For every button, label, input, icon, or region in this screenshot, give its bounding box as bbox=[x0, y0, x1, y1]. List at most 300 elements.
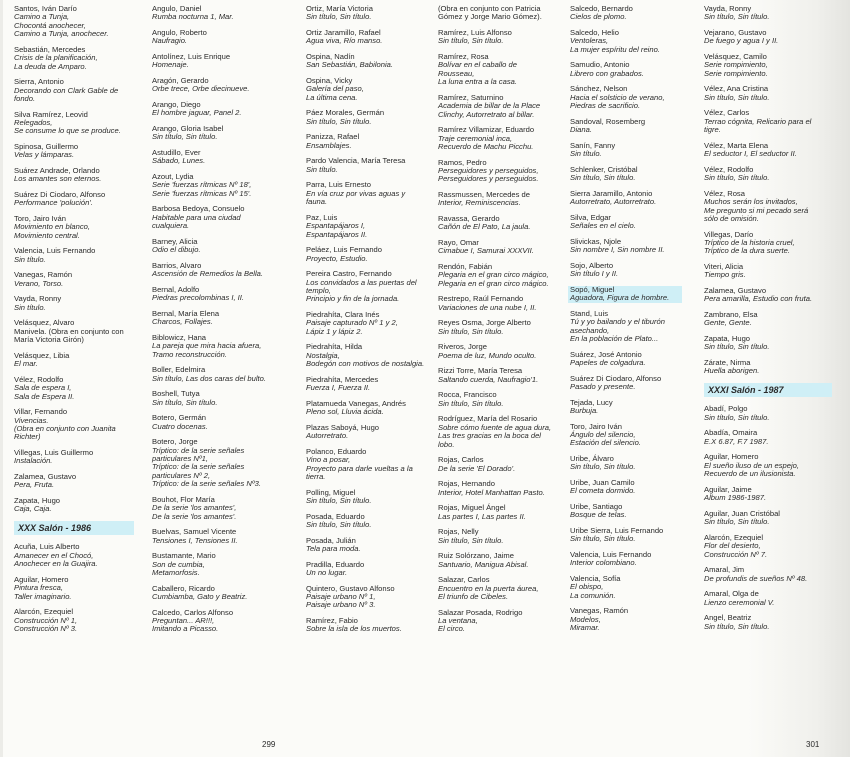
artist-entry bbox=[152, 310, 287, 327]
artist-name: Biblowicz, Hana bbox=[152, 332, 207, 342]
artwork-titles: Movimiento en blanco, Movimiento central. bbox=[14, 222, 90, 240]
artwork-titles: Ensamblajes. bbox=[306, 140, 352, 150]
artist-entry bbox=[152, 262, 287, 279]
page-number-right: 301 bbox=[806, 740, 820, 749]
artwork-titles: La pareja que mira hacia afuera, Tramo reconstrucción. bbox=[152, 341, 262, 359]
artist-entry bbox=[438, 295, 568, 312]
artist-entry bbox=[570, 5, 682, 22]
artist-name: Bustamante, Mario bbox=[152, 551, 216, 561]
artwork-titles: Charcos, Follajes. bbox=[152, 317, 213, 327]
artwork-titles: Variaciones de una nube I, II. bbox=[438, 302, 537, 312]
artist-entry bbox=[152, 53, 287, 70]
artwork-titles: Sin título. bbox=[306, 164, 338, 174]
artist-name: Ospina, Nadín bbox=[306, 52, 355, 61]
artist-entry bbox=[152, 334, 287, 359]
artwork-titles: Modelos, Miramar. bbox=[570, 614, 601, 633]
artist-name: Zapata, Hugo bbox=[14, 496, 61, 506]
artist-name: Uribe, Santiago bbox=[570, 502, 623, 512]
artwork-titles: Sin título, Sin título. bbox=[152, 397, 218, 407]
artwork-titles: Vino a posar, Proyecto para darle vueltas a la tierra. bbox=[306, 455, 413, 482]
artist-name: Polanco, Eduardo bbox=[306, 446, 367, 456]
artist-name: Amaral, Olga de bbox=[704, 589, 759, 599]
artist-name: Piedrahíta, Mercedes bbox=[306, 374, 379, 384]
artwork-titles: Tela para moda. bbox=[306, 544, 361, 554]
artwork-titles: Sin título, Sin título. bbox=[704, 621, 770, 631]
artist-entry bbox=[306, 246, 431, 263]
artist-entry bbox=[570, 575, 682, 600]
artist-entry bbox=[438, 367, 568, 384]
artist-entry bbox=[14, 215, 134, 240]
artist-name: Valencia, Sofía bbox=[570, 574, 621, 584]
artist-name: Valencia, Luis Fernando bbox=[14, 246, 96, 256]
artwork-titles: De la serie 'los amantes', De la serie 'los amantes'. bbox=[152, 503, 237, 521]
artist-entry bbox=[438, 480, 568, 497]
artwork-titles: Sin título, Sin título. bbox=[306, 116, 372, 126]
artwork-titles: El obispo, La comunión. bbox=[570, 582, 616, 600]
artist-entry bbox=[306, 29, 431, 46]
artist-name: Vélez, Carlos bbox=[704, 108, 750, 118]
artwork-titles: Sábado, Lunes. bbox=[152, 156, 206, 166]
artist-entry bbox=[306, 311, 431, 336]
artist-entry bbox=[570, 607, 682, 632]
artist-name: Reyes Osma, Jorge Alberto bbox=[438, 318, 531, 328]
artist-name: Vélez, Ana Cristina bbox=[704, 84, 769, 94]
artwork-titles: Traje ceremonial inca, Recuerdo de Machu Picchu. bbox=[438, 133, 534, 152]
page-spine bbox=[0, 0, 3, 757]
artwork-titles: Sobre cómo fuente de agua dura, Las tres gracias en la boca del lobo. bbox=[438, 422, 552, 449]
salon-section-heading: XXXI Salón - 1987 bbox=[704, 383, 832, 397]
artist-entry bbox=[306, 133, 431, 150]
artwork-titles: Sin título, Sin título. bbox=[306, 520, 372, 530]
artwork-titles: Sin título, Sin título. bbox=[570, 462, 636, 472]
artist-entry bbox=[704, 510, 832, 527]
artist-entry bbox=[14, 608, 134, 633]
artwork-titles: Tiempo gris. bbox=[704, 270, 746, 280]
artist-name: Sanín, Fanny bbox=[570, 140, 616, 150]
artist-entry bbox=[704, 85, 832, 102]
artist-entry bbox=[152, 552, 287, 577]
artwork-titles: Sin título, Sin título. bbox=[704, 92, 770, 102]
artwork-titles: Autorretrato, Autorretrato. bbox=[570, 197, 657, 207]
artwork-titles: Nostalgia, Bodegón con motivos de nostalgia. bbox=[306, 350, 425, 369]
artwork-titles: Ascensión de Remedios la Bella. bbox=[152, 269, 264, 279]
artwork-titles: Sin título, Sin título. bbox=[152, 132, 218, 142]
artist-entry bbox=[570, 479, 682, 496]
artwork-titles: Serie 'fuerzas rítmicas Nº 18', Serie 'fuerzas rítmicas Nº 15'. bbox=[152, 180, 252, 198]
artwork-titles: Señales en el cielo. bbox=[570, 221, 636, 231]
artwork-titles: Album 1986-1987. bbox=[704, 493, 767, 503]
artwork-titles: Sin título, Sin título. bbox=[306, 496, 372, 506]
artist-entry bbox=[306, 343, 431, 368]
artist-name: Peláez, Luis Fernando bbox=[306, 245, 382, 255]
artist-entry bbox=[704, 29, 832, 46]
artist-name: Acuña, Luis Alberto bbox=[14, 542, 80, 552]
artist-entry bbox=[704, 534, 832, 559]
column-4 bbox=[438, 5, 568, 641]
artwork-titles: Sin título. bbox=[14, 302, 46, 312]
artwork-titles: Plegaria en el gran circo mágico, Plegaria en el gran circo mágico. bbox=[438, 270, 549, 288]
artist-entry bbox=[14, 449, 134, 466]
artwork-titles: Sin título, Sin título. bbox=[438, 398, 504, 408]
artist-name: Rocca, Francisco bbox=[438, 390, 497, 400]
artist-name: Quintero, Gustavo Alfonso bbox=[306, 583, 395, 593]
artist-name: Ravassa, Gerardo bbox=[438, 214, 500, 224]
artwork-titles: Tríptico de la historia cruel, Tríptico de la dura suerte. bbox=[704, 238, 795, 256]
artist-name: Vélez, Rodolfo bbox=[14, 374, 64, 384]
artist-entry bbox=[570, 118, 682, 135]
artist-name: Antolínez, Luis Enrique bbox=[152, 52, 231, 61]
artwork-titles: Las partes I, Las partes II. bbox=[438, 511, 526, 521]
artwork-titles: Poema de luz, Mundo oculto. bbox=[438, 350, 537, 360]
artwork-titles: Bolívar en el caballo de Rousseau, La luna entra a la casa. bbox=[438, 60, 517, 87]
artist-name: Rassmussen, Mercedes de bbox=[438, 190, 531, 200]
artwork-titles: Decorando con Clark Gable de fondo. bbox=[14, 85, 119, 104]
artist-entry bbox=[306, 77, 431, 102]
artist-name: Bouhot, Flor María bbox=[152, 494, 215, 504]
artwork-titles: Caja, Caja. bbox=[14, 504, 52, 514]
artist-name: Suárez Di Ciodaro, Alfonso bbox=[570, 373, 662, 383]
artist-name: Amaral, Jim bbox=[704, 565, 745, 575]
artwork-titles: Paisaje urbano Nº 1, Paisaje urbano Nº 3. bbox=[306, 592, 376, 610]
artist-entry bbox=[306, 53, 431, 70]
artist-entry bbox=[570, 551, 682, 568]
artist-entry bbox=[438, 456, 568, 473]
artist-entry bbox=[306, 537, 431, 554]
artist-name: Sierra, Antonio bbox=[14, 77, 64, 87]
artwork-titles: Tríptico: de la serie señales particulares Nº1, Tríptico: de la serie señales particulares Nº 2, Tríptico: de la serie señales Nº3. bbox=[152, 445, 261, 489]
artwork-titles: Velas y lámparas. bbox=[14, 150, 75, 160]
artist-name: Rojas, Carlos bbox=[438, 455, 484, 465]
artist-entry bbox=[152, 438, 287, 488]
artwork-titles: Cañón de El Pato, La jaula. bbox=[438, 222, 531, 232]
artist-entry bbox=[570, 503, 682, 520]
artist-entry bbox=[438, 552, 568, 569]
column-5 bbox=[570, 5, 682, 640]
artist-name: Velásquez, Alvaro Manivela. (Obra en conjunto con María Victoria Girón) bbox=[14, 318, 124, 345]
artwork-titles: Sin título, Sin título. bbox=[438, 326, 504, 336]
artist-entry bbox=[306, 617, 431, 634]
artwork-titles: Sin título I y II. bbox=[570, 269, 619, 279]
artist-name: Velásquez, Libia bbox=[14, 350, 70, 360]
artist-entry bbox=[438, 94, 568, 119]
artist-name: Vélez, Rodolfo bbox=[704, 164, 754, 174]
artwork-titles: Ángulo del silencio, Estación del silencio. bbox=[570, 430, 641, 448]
artist-name: Rizzi Torre, María Teresa bbox=[438, 366, 523, 376]
artist-name: Villegas, Darío bbox=[704, 229, 754, 239]
artist-entry bbox=[438, 528, 568, 545]
artist-name: Abadí, Polgo bbox=[704, 404, 748, 414]
artist-name: Boller, Edelmira bbox=[152, 365, 206, 375]
artwork-titles: Un no lugar. bbox=[306, 568, 348, 578]
artist-entry bbox=[704, 429, 832, 446]
artist-entry bbox=[306, 181, 431, 206]
artist-entry bbox=[152, 609, 287, 634]
artwork-titles: La ventana, El circo. bbox=[438, 616, 478, 634]
artist-entry bbox=[438, 263, 568, 288]
artist-entry bbox=[704, 190, 832, 224]
artwork-titles: Flor del desierto, Construcción Nº 7. bbox=[704, 541, 768, 559]
artwork-titles: Amanecer en el Chocó, Anochecer en la Guajira. bbox=[14, 550, 98, 569]
artwork-titles: Burbuja. bbox=[570, 406, 599, 416]
artist-entry bbox=[14, 497, 134, 514]
artwork-titles: Sin título, Sin título. bbox=[704, 342, 770, 352]
artist-entry bbox=[438, 5, 568, 22]
artist-name: Botero, Jorge bbox=[152, 437, 198, 447]
artist-name: Sierra Jaramillo, Antonio bbox=[570, 188, 653, 198]
artist-name: Slivickas, Njole bbox=[570, 236, 622, 246]
artist-entry bbox=[570, 375, 682, 392]
artwork-titles: Huella aborigen. bbox=[704, 366, 760, 376]
artist-entry bbox=[704, 263, 832, 280]
artwork-titles: Aguadora, Figura de hombre. bbox=[570, 293, 670, 303]
artwork-titles: Instalación. bbox=[14, 456, 53, 466]
artist-entry bbox=[14, 143, 134, 160]
artist-name: Paz, Luis bbox=[306, 212, 338, 222]
artist-name: Zárate, Nirma bbox=[704, 358, 751, 368]
artwork-titles: Sin nombre I, Sin nombre II. bbox=[570, 245, 665, 255]
artwork-titles: Cumbiamba, Gato y Beatriz. bbox=[152, 592, 248, 602]
artist-name: Stand, Luis bbox=[570, 308, 608, 318]
artist-entry bbox=[570, 351, 682, 368]
artist-name: Piedrahíta, Hilda bbox=[306, 342, 363, 352]
artist-entry bbox=[570, 423, 682, 448]
artist-entry bbox=[14, 473, 134, 490]
artist-name: Sánchez, Nelson bbox=[570, 84, 628, 94]
artist-name: Restrepo, Raúl Fernando bbox=[438, 294, 524, 304]
artist-entry bbox=[306, 561, 431, 578]
artist-entry bbox=[438, 191, 568, 208]
artist-name: Polling, Miguel bbox=[306, 487, 356, 497]
artist-name: Vanegas, Ramón bbox=[14, 270, 73, 280]
artist-name: Vélez, Rosa bbox=[704, 188, 745, 198]
artist-name: Pardo Valencia, María Teresa bbox=[306, 156, 406, 166]
artwork-titles: Pera, Fruta. bbox=[14, 480, 55, 490]
artwork-titles: Saltando cuerda, Naufragio'1. bbox=[438, 374, 539, 384]
artist-name: Vayda, Ronny bbox=[14, 294, 62, 304]
artwork-titles: Naufragio. bbox=[152, 36, 188, 46]
artist-name: Uribe, Álvaro bbox=[570, 454, 614, 464]
artwork-titles: Verano, Torso. bbox=[14, 278, 64, 288]
artwork-titles: Pleno sol, Lluvia ácida. bbox=[306, 407, 384, 417]
artist-name: Rendón, Fabián bbox=[438, 262, 493, 272]
artist-entry bbox=[704, 590, 832, 607]
artwork-titles: Encuentro en la puerta áurea, El triunfo de Cibeles. bbox=[438, 583, 539, 602]
artist-name: Spinosa, Guillermo bbox=[14, 142, 79, 152]
artist-name: Aguilar, Homero bbox=[704, 452, 759, 462]
artist-entry bbox=[152, 205, 287, 230]
artist-name: Boshell, Tutya bbox=[152, 389, 200, 399]
artist-name: Vejarano, Gustavo bbox=[704, 28, 767, 37]
artist-entry bbox=[152, 366, 287, 383]
artist-entry bbox=[704, 142, 832, 159]
artist-name: Villar, Fernando bbox=[14, 407, 68, 417]
artist-entry bbox=[438, 29, 568, 46]
artwork-titles: Pasado y presente. bbox=[570, 382, 636, 392]
artwork-titles: Muchos serán los invitados, Me pregunto si mi pecado será sólo de omisión. bbox=[704, 197, 809, 224]
artwork-titles: Diana. bbox=[570, 125, 592, 135]
artist-name: Salcedo, Helio bbox=[570, 28, 619, 37]
artwork-titles: Sin título, Sin título. bbox=[704, 517, 770, 527]
artist-name: Villegas, Luis Guillermo bbox=[14, 448, 94, 458]
artist-name: Suárez Di Ciodaro, Alfonso bbox=[14, 190, 106, 200]
artist-name: Barbosa Bedoya, Consuelo bbox=[152, 204, 245, 214]
artist-entry bbox=[14, 247, 134, 264]
artist-name: Alarcón, Ezequiel bbox=[704, 532, 764, 542]
artist-name: Angel, Beatriz bbox=[704, 613, 752, 623]
artist-name: Valencia, Luis Fernando bbox=[570, 550, 652, 560]
artist-name: Santos, Iván Darío bbox=[14, 4, 77, 13]
artwork-titles: Academia de billar de la Place Clinchy, Autorretrato al billar. bbox=[438, 101, 541, 119]
artist-entry bbox=[306, 400, 431, 417]
artwork-titles: Interior colombiano. bbox=[570, 558, 637, 568]
artist-name: Sandoval, Rosemberg bbox=[570, 116, 646, 126]
artwork-titles: Odio el dibujo. bbox=[152, 245, 201, 255]
artwork-titles: Pera amarilla, Estudio con fruta. bbox=[704, 294, 813, 304]
artist-entry bbox=[306, 270, 431, 304]
artwork-titles: Autorretrato. bbox=[306, 431, 349, 441]
artist-name: Silva, Edgar bbox=[570, 212, 611, 222]
artist-entry bbox=[152, 125, 287, 142]
artist-name: Rodríguez, María del Rosario bbox=[438, 414, 538, 424]
artist-name: Zalamea, Gustavo bbox=[14, 472, 77, 482]
artwork-titles: De profundis de sueños Nº 48. bbox=[704, 573, 808, 583]
artwork-titles: Sin título, Sin título. bbox=[570, 173, 636, 183]
artist-entry bbox=[306, 585, 431, 610]
artist-entry bbox=[152, 5, 287, 22]
artist-name: Aguilar, Juan Cristóbal bbox=[704, 508, 780, 518]
artwork-titles: Sin título, Sin título. bbox=[704, 12, 770, 22]
artist-entry bbox=[14, 167, 134, 184]
artist-entry bbox=[704, 287, 832, 304]
artwork-titles: Paisaje capturado Nº 1 y 2, Lápiz 1 y lápiz 2. bbox=[306, 318, 398, 336]
artwork-titles: Lienzo ceremonial V. bbox=[704, 597, 775, 607]
artist-name: Plazas Saboyá, Hugo bbox=[306, 422, 380, 432]
artist-entry bbox=[704, 405, 832, 422]
artwork-titles: Vivencias. (Obra en conjunto con Juanita Richter) bbox=[14, 415, 116, 442]
artwork-titles: Los amantes son eternos. bbox=[14, 174, 102, 184]
artwork-titles: De fuego y agua I y II. bbox=[704, 36, 779, 46]
artwork-titles: Sin título, Sin título. bbox=[570, 534, 636, 544]
artist-name: Toro, Jairo Iván bbox=[14, 214, 66, 224]
artist-name: Ortiz, María Victoria bbox=[306, 4, 373, 13]
artist-entry bbox=[14, 295, 134, 312]
artwork-titles: Los convidados a las puertas del templo, Principio y fin de la jornada. bbox=[306, 277, 417, 304]
artwork-titles: Crisis de la planificación, La deuda de Amparo. bbox=[14, 53, 98, 71]
artwork-titles: Sobre la isla de los muertos. bbox=[306, 624, 402, 634]
artist-name: Suárez Andrade, Orlando bbox=[14, 166, 100, 176]
artist-name: Vélez, Marta Elena bbox=[704, 140, 769, 150]
artist-name: Angulo, Daniel bbox=[152, 4, 202, 13]
artist-name: Botero, Germán bbox=[152, 413, 207, 423]
artist-entry bbox=[14, 111, 134, 136]
artwork-titles: Gente, Gente. bbox=[704, 318, 752, 328]
artist-entry bbox=[570, 29, 682, 54]
artwork-titles: Galería del paso, La última cena. bbox=[306, 84, 364, 102]
artist-entry bbox=[570, 85, 682, 110]
artist-entry bbox=[704, 453, 832, 478]
artist-name: Aragón, Gerardo bbox=[152, 76, 209, 85]
artist-name: Ruiz Solórzano, Jaime bbox=[438, 551, 514, 561]
artwork-titles: Fuerza I, Fuerza II. bbox=[306, 383, 371, 393]
artist-name: Ramírez, Fabio bbox=[306, 616, 358, 626]
artwork-titles: Rumba nocturna 1, Mar. bbox=[152, 12, 234, 22]
artwork-titles: Camino a Tunja, Chocontá anochecer, Camino a Tunja, anochecer. bbox=[14, 12, 109, 39]
artist-entry bbox=[306, 489, 431, 506]
artwork-titles: Piedras precolombinas I, II. bbox=[152, 293, 245, 303]
artwork-titles: Sin título. bbox=[570, 149, 602, 159]
artwork-titles: Construcción Nº 1, Construcción Nº 3. bbox=[14, 615, 78, 634]
artist-entry bbox=[306, 109, 431, 126]
artwork-titles: Interior, Hotel Manhattan Pasto. bbox=[438, 487, 545, 497]
artist-name: Azout, Lydia bbox=[152, 172, 194, 181]
artist-entry bbox=[306, 376, 431, 393]
artist-entry bbox=[704, 53, 832, 78]
artist-name: Alarcón, Ezequiel bbox=[14, 607, 74, 617]
artwork-titles: Tú y yo bailando y el tiburón asechando, En la población de Plato... bbox=[570, 317, 665, 344]
artist-entry bbox=[306, 448, 431, 482]
artist-entry bbox=[306, 214, 431, 239]
artwork-titles: En vía cruz por vivas aguas y fauna. bbox=[306, 188, 406, 207]
artwork-titles: El cometa dormido. bbox=[570, 486, 636, 496]
artist-name: Ramírez, Rosa bbox=[438, 52, 489, 61]
artist-name: Aguilar, Homero bbox=[14, 574, 69, 584]
artist-name: Páez Morales, Germán bbox=[306, 108, 385, 118]
artist-name: Parra, Luis Ernesto bbox=[306, 180, 371, 190]
artist-name: Ramos, Pedro bbox=[438, 157, 487, 167]
column-3 bbox=[306, 5, 431, 641]
artist-name: Salazar, Carlos bbox=[438, 575, 490, 585]
artist-name: Abadía, Omaira bbox=[704, 428, 758, 438]
artwork-titles: Espantapájaros I, Espantapájaros II. bbox=[306, 221, 368, 239]
artist-name: Piedrahíta, Clara Inés bbox=[306, 310, 380, 320]
artist-name: Caballero, Ricardo bbox=[152, 583, 215, 593]
artist-name: Uribe Sierra, Luis Fernando bbox=[570, 526, 664, 536]
column-2 bbox=[152, 5, 287, 641]
artwork-titles: Tensiones I, Tensiones II. bbox=[152, 535, 238, 545]
artist-name: Bernal, María Elena bbox=[152, 308, 220, 318]
artwork-titles: Pintura fresca, Taller imaginario. bbox=[14, 583, 72, 601]
artist-entry bbox=[438, 53, 568, 87]
artist-entry bbox=[152, 238, 287, 255]
artist-entry bbox=[438, 576, 568, 601]
artist-name: Posada, Eduardo bbox=[306, 511, 365, 521]
artist-name: Barrios, Alvaro bbox=[152, 260, 202, 270]
artwork-titles: Performance 'polución'. bbox=[14, 198, 93, 208]
artist-name: Pereira Castro, Fernando bbox=[306, 269, 392, 279]
artwork-titles: Santuario, Manigua Abisal. bbox=[438, 559, 529, 569]
artist-entry bbox=[704, 566, 832, 583]
artist-entry bbox=[306, 424, 431, 441]
artist-entry bbox=[14, 5, 134, 39]
artwork-titles: Proyecto, Estudio. bbox=[306, 253, 368, 263]
artist-name: (Obra en conjunto con Patricia Gómez y Jorge Mario Gómez). bbox=[438, 4, 542, 22]
artist-entry bbox=[152, 528, 287, 545]
artist-entry bbox=[704, 166, 832, 183]
artist-entry bbox=[152, 149, 287, 166]
artist-entry bbox=[570, 527, 682, 544]
artist-entry bbox=[704, 486, 832, 503]
artwork-titles: Papeles de colgadura. bbox=[570, 358, 646, 368]
artist-entry bbox=[438, 391, 568, 408]
artwork-titles: Ventoleras, La mujer espíritu del reino. bbox=[570, 36, 660, 54]
artist-name: Barney, Alicia bbox=[152, 236, 198, 246]
artist-entry bbox=[570, 61, 682, 78]
artist-entry bbox=[306, 5, 431, 22]
artist-entry bbox=[306, 157, 431, 174]
artwork-titles: El seductor I, El seductor II. bbox=[704, 149, 797, 159]
artist-name: Velásquez, Camilo bbox=[704, 52, 767, 61]
artist-name: Ramírez, Luis Alfonso bbox=[438, 28, 512, 37]
